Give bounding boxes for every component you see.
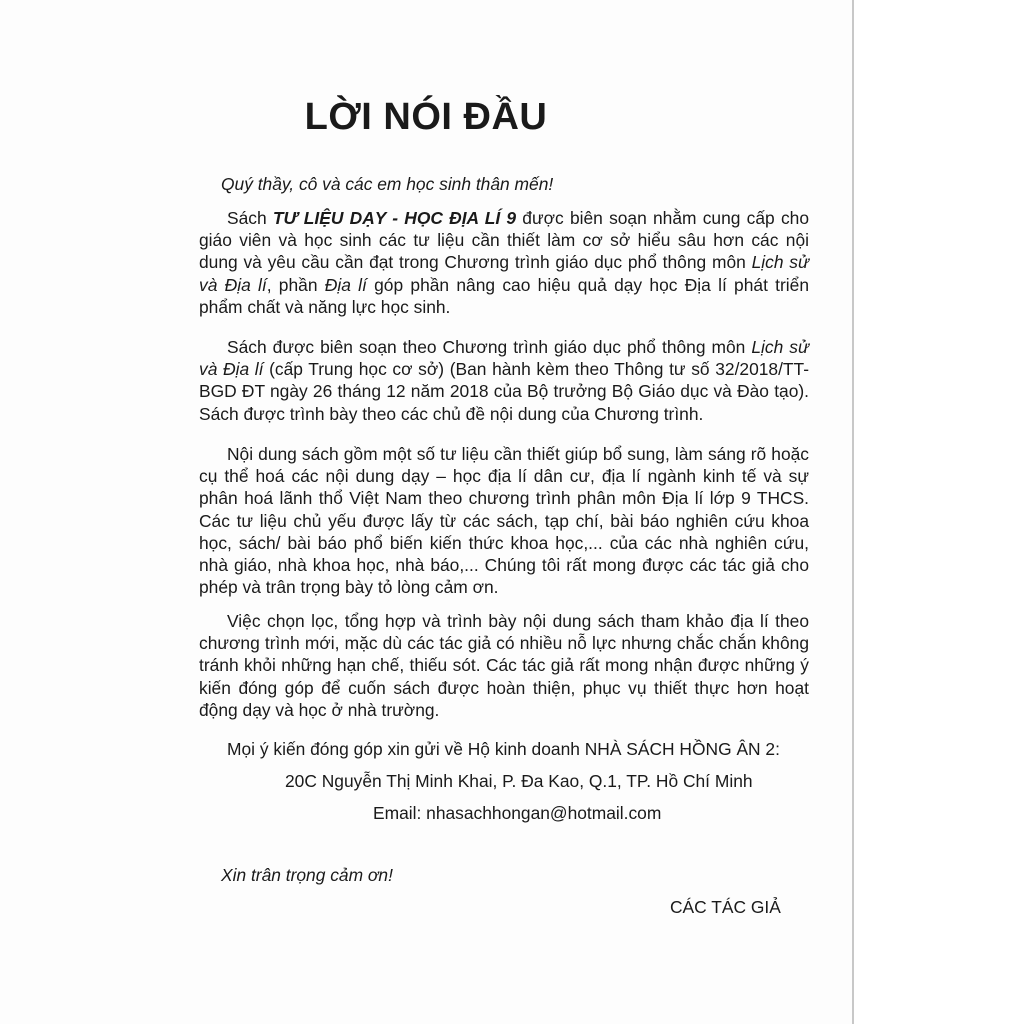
closing-line: Xin trân trọng cảm ơn! xyxy=(221,865,393,885)
paragraph-2: Sách được biên soạn theo Chương trình giáo dục phổ thông môn Lịch sử và Địa lí (cấp Trung học cơ sở) (Ban hành kèm theo Thông tư số 32/2018/TT-BGD ĐT ngày 26 tháng 12 năm 2018 của Bộ trưởng Bộ Giáo dục và Đào tạo). Sách được trình bày theo các chủ đề nội dung của Chương trình. xyxy=(199,337,810,424)
subject-name: Lịch sử và Địa lí xyxy=(199,252,809,295)
page-title: LỜI NÓI ĐẦU xyxy=(304,96,548,138)
part-name: Địa lí xyxy=(324,274,367,295)
paragraph-1: Sách TƯ LIỆU DẠY - HỌC ĐỊA LÍ 9 được biên soạn nhằm cung cấp cho giáo viên và học sinh các tư liệu cần thiết làm cơ sở hiểu sâu hơn các nội dung và yêu cầu cần đạt trong Chương trình giáo dục phổ thông môn Lịch sử và Địa lí, phần Địa lí góp phần nâng cao hiệu quả dạy học Địa lí phát triển phẩm chất và năng lực học sinh. xyxy=(199,208,810,317)
publisher-address: 20C Nguyễn Thị Minh Khai, P. Đa Kao, Q.1, TP. Hồ Chí Minh xyxy=(285,771,753,791)
greeting: Quý thầy, cô và các em học sinh thân mến! xyxy=(221,174,554,194)
contact-intro: Mọi ý kiến đóng góp xin gửi về Hộ kinh doanh NHÀ SÁCH HỒNG ÂN 2: xyxy=(227,739,780,759)
paragraph-4: Việc chọn lọc, tổng hợp và trình bày nội dung sách tham khảo địa lí theo chương trình mới, mặc dù các tác giả có nhiều nỗ lực nhưng chắc chắn không tránh khỏi những hạn chế, thiếu sót. Các tác giả rất mong nhận được những ý kiến đóng góp để cuốn sách được hoàn thiện, phục vụ thiết thực hơn hoạt động dạy và học ở nhà trường. xyxy=(199,611,809,720)
publisher-email: Email: nhasachhongan@hotmail.com xyxy=(373,803,662,823)
subject-name: Lịch sử và Địa lí xyxy=(199,337,810,380)
paragraph-3: Nội dung sách gồm một số tư liệu cần thiết giúp bổ sung, làm sáng rõ hoặc cụ thể hoá các nội dung dạy – học địa lí dân cư, địa lí ngành kinh tế và sự phân hoá lãnh thổ Việt Nam theo chương trình phân môn Địa lí lớp 9 THCS. Các tư liệu chủ yếu được lấy từ các sách, tạp chí, bài báo nghiên cứu khoa học, sách/ bài báo phổ biến kiến thức khoa học,... của các nhà nghiên cứu, nhà giáo, nhà khoa học, nhà báo,... Chúng tôi rất mong được các tác giả cho phép và trân trọng bày tỏ lòng cảm ơn. xyxy=(199,444,809,598)
background-margin xyxy=(854,0,1024,1024)
book-title: TƯ LIỆU DẠY - HỌC ĐỊA LÍ 9 xyxy=(272,208,517,228)
signature: CÁC TÁC GIẢ xyxy=(670,897,781,917)
